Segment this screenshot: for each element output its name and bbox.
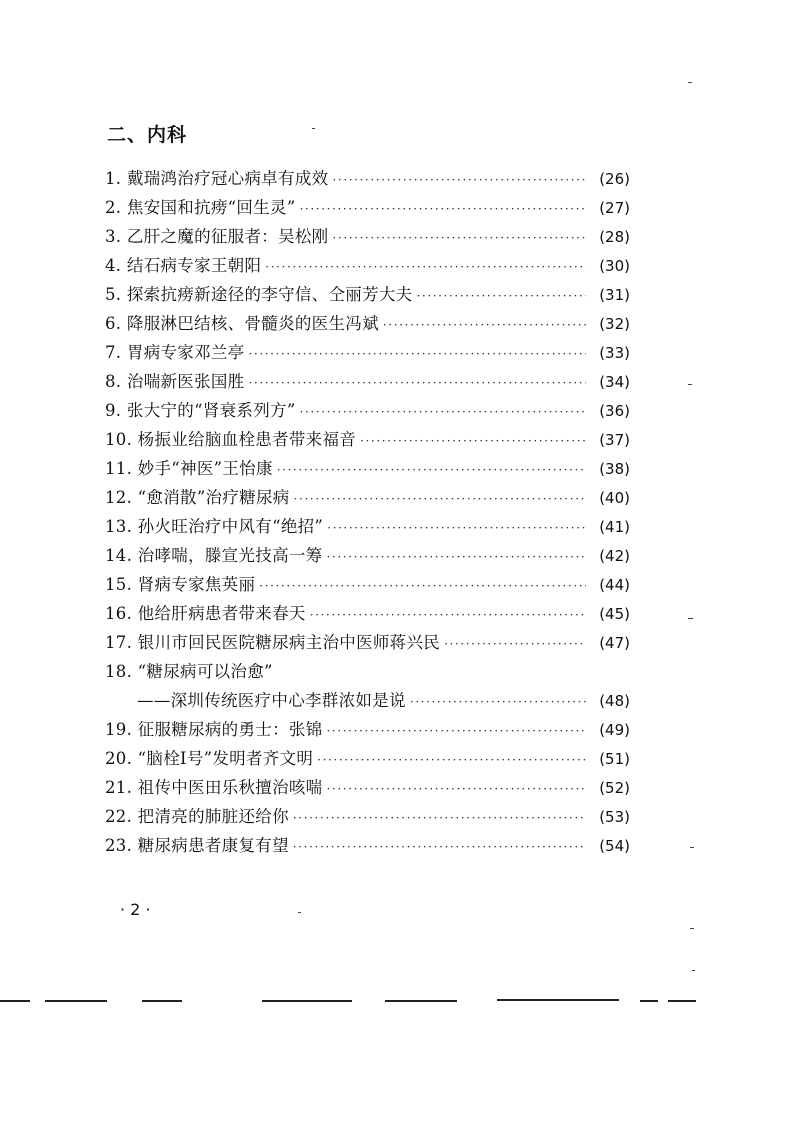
toc-dot-leader: [410, 688, 586, 717]
toc-entry-title: 20. “脑栓Ⅰ号”发明者齐文明: [105, 749, 314, 768]
toc-entry: [105, 802, 630, 831]
scan-artifact-line: [385, 1000, 457, 1002]
toc-entry-title: 19. 征服糖尿病的勇士：张锦: [105, 720, 323, 739]
scan-speck: [690, 847, 694, 848]
toc-entry-page: (38): [599, 460, 630, 478]
toc-entry-page: (31): [599, 286, 630, 304]
toc-dot-leader: [310, 601, 586, 630]
toc-entry: [105, 831, 630, 860]
scan-artifact-line: [668, 1000, 696, 1002]
toc-entry-page: (26): [599, 170, 630, 188]
section-title: 二、内科: [107, 124, 188, 146]
toc-entry-title: 5. 探索抗痨新途径的李守信、仝丽芳大夫: [105, 285, 413, 304]
page-number: · 2 ·: [120, 900, 151, 919]
scan-speck: [298, 912, 301, 913]
toc-entry-page: (53): [599, 808, 630, 826]
toc-dot-leader: [300, 398, 586, 427]
toc-dot-leader: [360, 427, 586, 456]
toc-entry-title: 2. 焦安国和抗痨“回生灵”: [105, 198, 296, 217]
toc-entry-page: (33): [599, 344, 630, 362]
toc-entry-page: (45): [599, 605, 630, 623]
toc-entry-page: (41): [599, 518, 630, 536]
toc-entry-page: (48): [599, 692, 630, 710]
toc-entry-title: 16. 他给肝病患者带来春天: [105, 604, 306, 623]
scan-artifact-line: [262, 1000, 352, 1002]
scan-speck: [688, 618, 693, 619]
toc-entry-title: ——深圳传统医疗中心李群浓如是说: [137, 691, 406, 710]
toc-entry: [105, 193, 630, 222]
toc-entry-title: 18. “糖尿病可以治愈”: [105, 662, 273, 681]
scan-artifact-line: [45, 1000, 107, 1002]
toc-entry-page: (54): [599, 837, 630, 855]
toc-entry: [105, 744, 630, 773]
scan-speck: [690, 928, 694, 929]
toc-dot-leader: [383, 311, 586, 340]
toc-entry-page: (30): [599, 257, 630, 275]
toc-entry-page: (32): [599, 315, 630, 333]
toc-dot-leader: [294, 485, 586, 514]
toc-entry-title: 14. 治哮喘，滕宣光技高一筹: [105, 546, 323, 565]
toc-dot-leader: [444, 630, 586, 659]
toc-entry: [105, 599, 630, 628]
toc-entry: [105, 541, 630, 570]
toc-entry-page: (28): [599, 228, 630, 246]
toc-entry-page: (42): [599, 547, 630, 565]
toc-entry-title: 13. 孙火旺治疗中风有“绝招”: [105, 517, 324, 536]
toc-dot-leader: [327, 717, 587, 746]
toc-entry: [105, 454, 630, 483]
toc-entry: [105, 628, 630, 657]
scan-speck: [688, 384, 692, 385]
toc-entry-page: (34): [599, 373, 630, 391]
toc-entry: [105, 483, 630, 512]
toc-entry-page: (40): [599, 489, 630, 507]
toc-entry: [105, 164, 630, 193]
toc-entry-page: (27): [599, 199, 630, 217]
table-of-contents: [105, 164, 630, 860]
scan-artifact-line: [640, 1000, 658, 1002]
toc-entry-page: (49): [599, 721, 630, 739]
toc-dot-leader: [333, 166, 587, 195]
toc-entry-title: 7. 胃病专家邓兰亭: [105, 343, 245, 362]
toc-entry-page: (51): [599, 750, 630, 768]
toc-dot-leader: [327, 514, 586, 543]
toc-entry-title: 23. 糖尿病患者康复有望: [105, 836, 289, 855]
toc-entry: [105, 512, 630, 541]
toc-entry-title: 3. 乙肝之魔的征服者：吴松刚: [105, 227, 329, 246]
toc-dot-leader: [293, 833, 586, 862]
toc-dot-leader: [327, 775, 587, 804]
toc-entry: [105, 222, 630, 251]
scan-speck: [312, 128, 315, 129]
scan-speck: [688, 82, 692, 83]
scan-artifact-line: [497, 999, 619, 1001]
toc-entry-page: (36): [599, 402, 630, 420]
toc-entry: [105, 425, 630, 454]
toc-entry-page: (44): [599, 576, 630, 594]
toc-entry-title: 17. 银川市回民医院糖尿病主治中医师蒋兴民: [105, 633, 441, 652]
toc-entry: [105, 657, 630, 686]
toc-entry-title: 12. “愈消散”治疗糖尿病: [105, 488, 290, 507]
toc-entry: [105, 570, 630, 599]
toc-entry-page: (37): [599, 431, 630, 449]
toc-entry-title: 9. 张大宁的“肾衰系列方”: [105, 401, 296, 420]
toc-dot-leader: [417, 282, 587, 311]
toc-entry: [105, 715, 630, 744]
toc-dot-leader: [293, 804, 586, 833]
toc-dot-leader: [327, 543, 587, 572]
toc-dot-leader: [259, 572, 586, 601]
toc-dot-leader: [249, 340, 587, 369]
toc-entry: [105, 773, 630, 802]
toc-entry-page: (52): [599, 779, 630, 797]
toc-entry: [105, 251, 630, 280]
scan-speck: [692, 970, 695, 971]
toc-entry-title: 11. 妙手“神医”王怡康: [105, 459, 273, 478]
toc-dot-leader: [333, 224, 587, 253]
toc-dot-leader: [265, 253, 586, 282]
toc-entry-title: 21. 祖传中医田乐秋擅治咳喘: [105, 778, 323, 797]
toc-entry: [105, 338, 630, 367]
toc-entry-title: 6. 降服淋巴结核、骨髓炎的医生冯斌: [105, 314, 379, 333]
toc-entry-title: 1. 戴瑞鸿治疗冠心病卓有成效: [105, 169, 329, 188]
toc-entry-page: (47): [599, 634, 630, 652]
toc-entry: [105, 396, 630, 425]
toc-dot-leader: [300, 195, 586, 224]
scan-artifact-line: [142, 1000, 182, 1002]
toc-entry-title: 15. 肾病专家焦英丽: [105, 575, 256, 594]
toc-entry: [105, 309, 630, 338]
toc-entry: [105, 280, 630, 309]
toc-entry-title: 10. 杨振业给脑血栓患者带来福音: [105, 430, 357, 449]
toc-dot-leader: [277, 456, 586, 485]
toc-entry-title: 8. 治喘新医张国胜: [105, 372, 245, 391]
toc-entry: [105, 367, 630, 396]
scan-artifact-line: [0, 1000, 30, 1002]
toc-entry: [105, 686, 630, 715]
toc-entry-title: 22. 把清亮的肺脏还给你: [105, 807, 289, 826]
toc-entry-title: 4. 结石病专家王朝阳: [105, 256, 262, 275]
toc-dot-leader: [317, 746, 586, 775]
toc-dot-leader: [249, 369, 587, 398]
